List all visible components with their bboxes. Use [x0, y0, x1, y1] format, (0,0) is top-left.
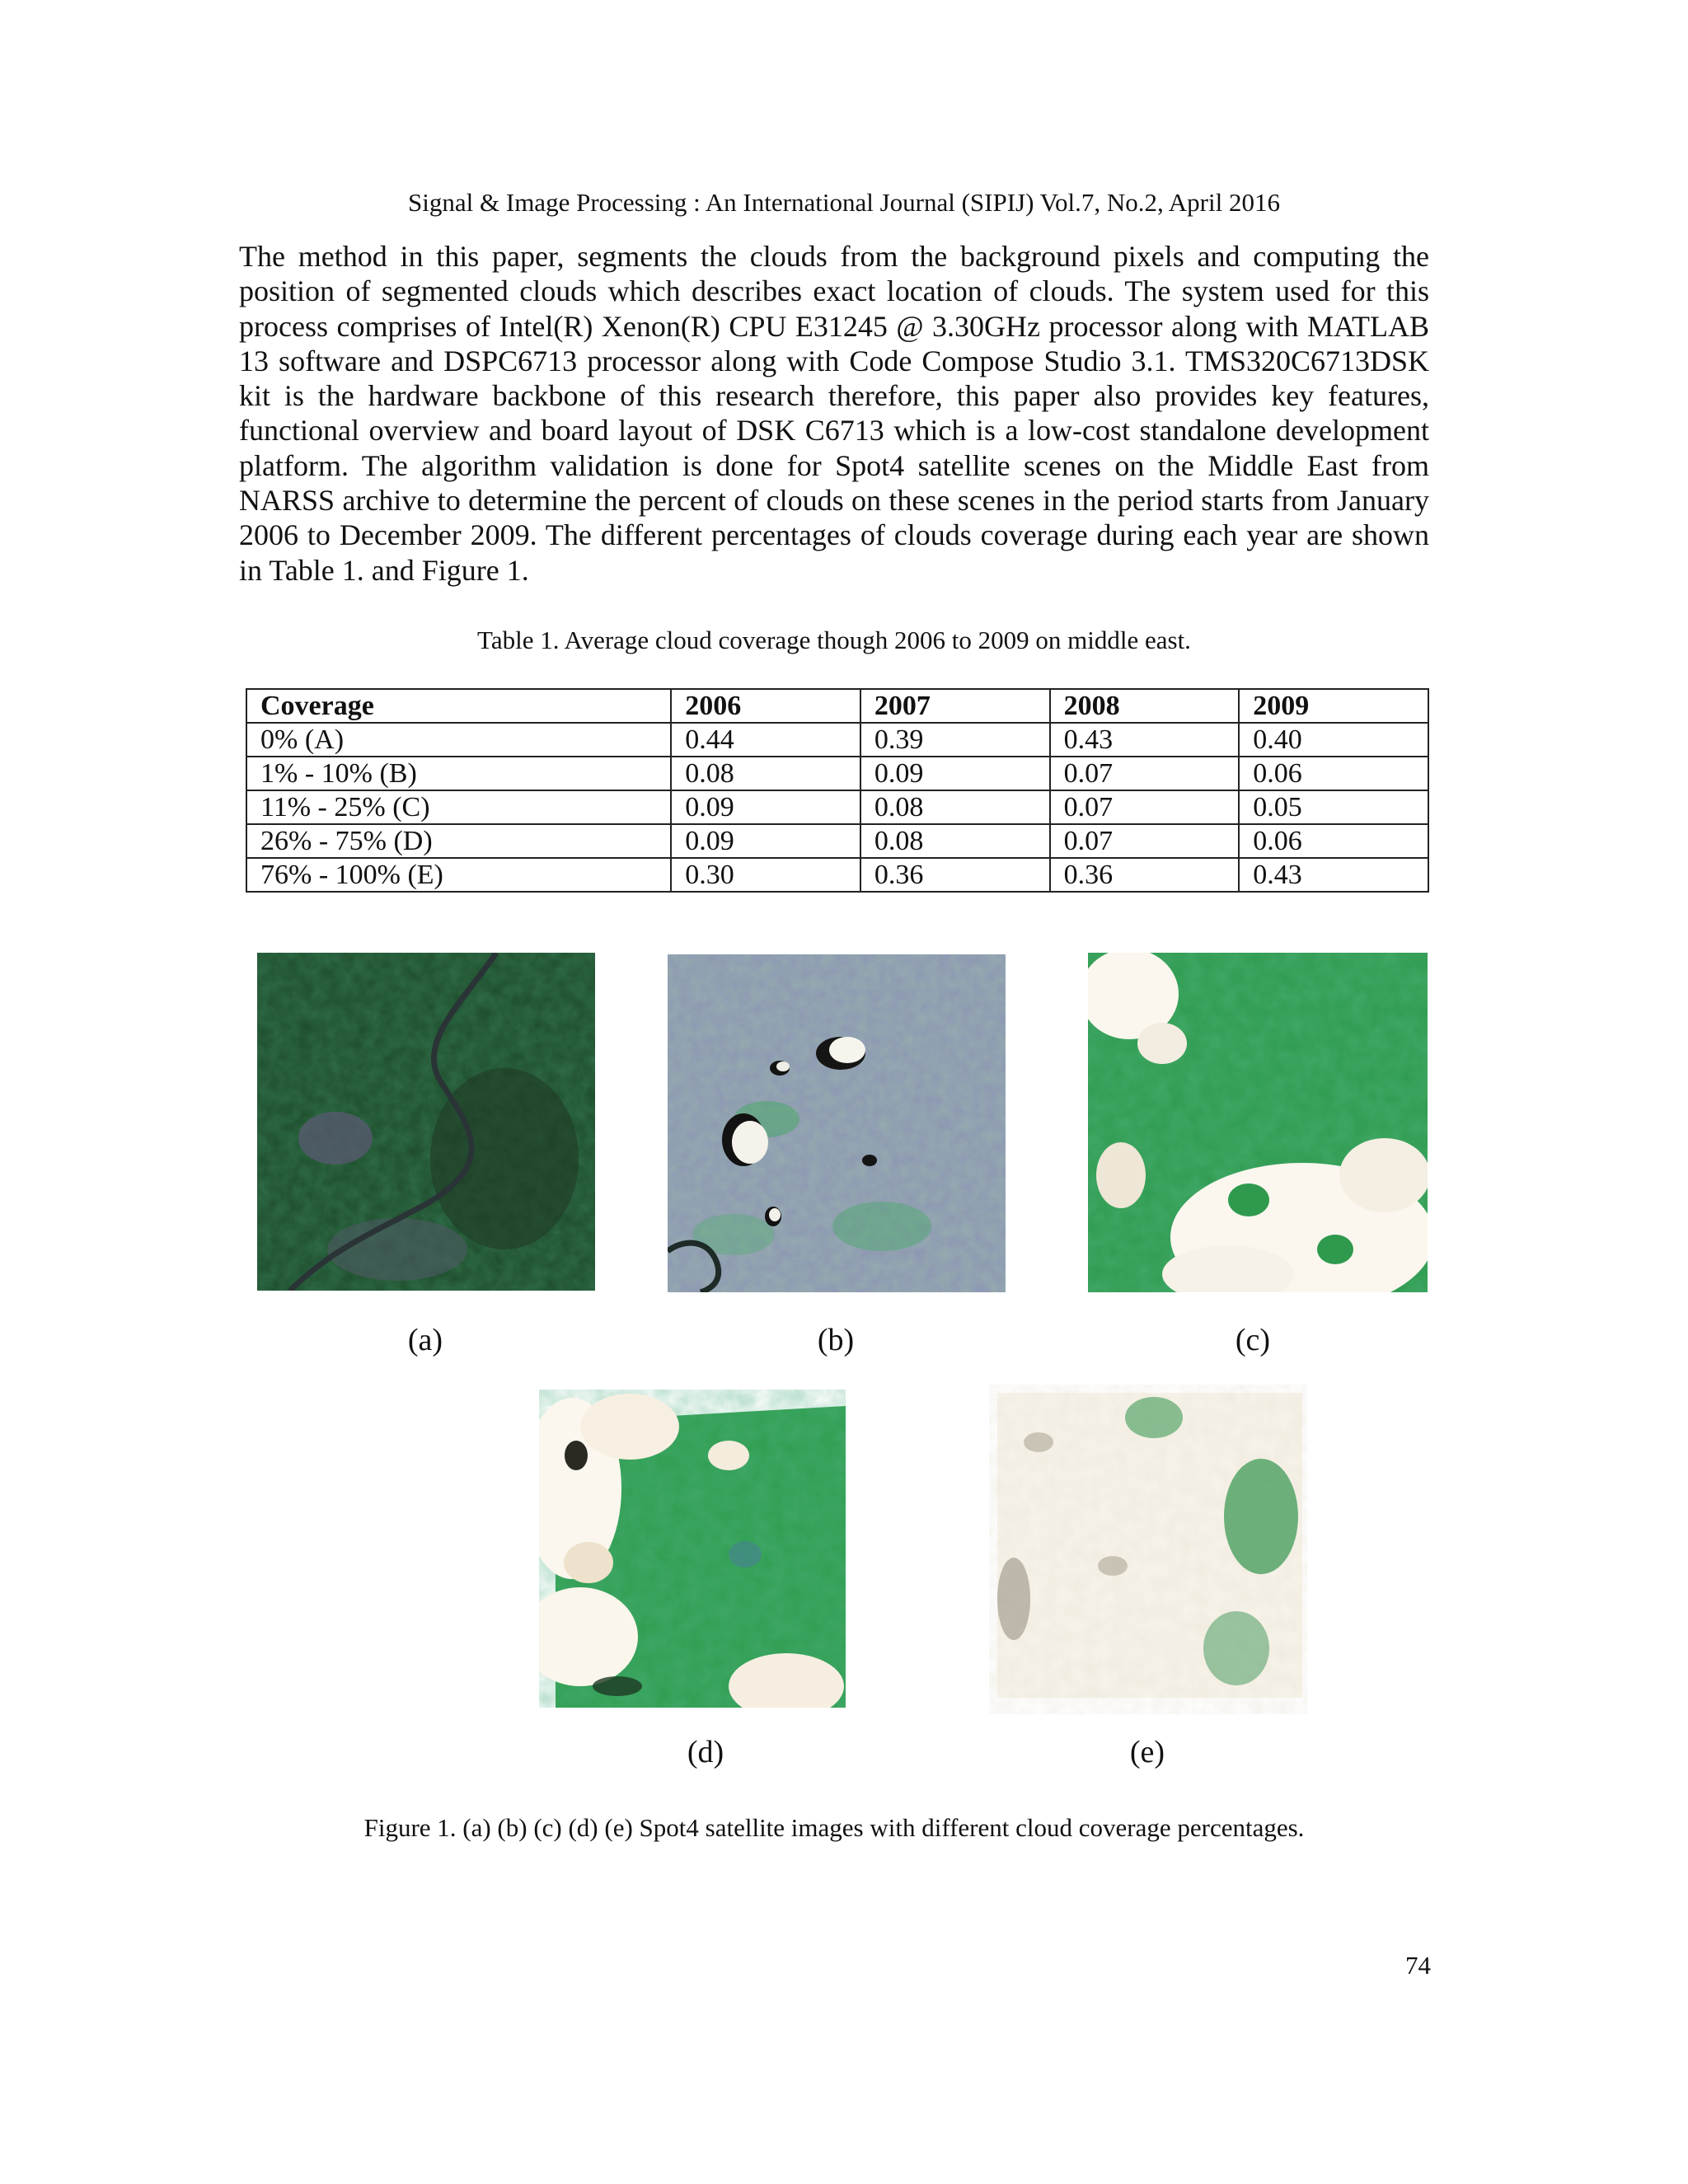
table-cell: 76% - 100% (E)	[246, 858, 671, 892]
table-cell: 0.06	[1239, 824, 1428, 858]
table-cell: 0.08	[671, 757, 860, 790]
table-header-row	[246, 689, 1428, 723]
table-cell: 0.07	[1050, 757, 1240, 790]
table-cell: 0.06	[1239, 757, 1428, 790]
cloud-coverage-table	[246, 688, 1429, 893]
satellite-image-e	[989, 1385, 1307, 1714]
table-cell: 0.08	[860, 824, 1050, 858]
table-cell: 0.36	[860, 858, 1050, 892]
header-cell-2006: 2006	[671, 689, 860, 723]
table-cell: 0.09	[671, 824, 860, 858]
table-cell: 0% (A)	[246, 723, 671, 757]
table-row	[246, 723, 1428, 757]
subfigure-label-b: (b)	[817, 1323, 855, 1357]
table-cell: 0.44	[671, 723, 860, 757]
table-cell: 0.09	[671, 790, 860, 824]
header-cell-2009: 2009	[1239, 689, 1428, 723]
subfigure-label-e: (e)	[1129, 1735, 1165, 1769]
table-cell: 0.05	[1239, 790, 1428, 824]
table-cell: 0.43	[1050, 723, 1240, 757]
table-cell: 0.30	[671, 858, 860, 892]
table-cell: 0.09	[860, 757, 1050, 790]
table-cell: 0.39	[860, 723, 1050, 757]
satellite-image-b	[668, 954, 1006, 1292]
header-cell-2008: 2008	[1050, 689, 1240, 723]
subfigure-label-a: (a)	[407, 1323, 443, 1357]
table-row	[246, 790, 1428, 824]
header-cell-2007: 2007	[860, 689, 1050, 723]
table-cell: 0.40	[1239, 723, 1428, 757]
subfigure-label-d: (d)	[687, 1735, 724, 1769]
table-row	[246, 757, 1428, 790]
table-cell: 0.07	[1050, 790, 1240, 824]
table-row	[246, 824, 1428, 858]
table-cell: 11% - 25% (C)	[246, 790, 671, 824]
satellite-image-a	[257, 953, 595, 1291]
page-number: 74	[1405, 1951, 1431, 1980]
table-cell: 26% - 75% (D)	[246, 824, 671, 858]
header-cell-coverage: Coverage	[246, 689, 671, 723]
running-header: Signal & Image Processing : An International Journal (SIPIJ) Vol.7, No.2, April 2016	[408, 188, 1280, 217]
table-cell: 0.07	[1050, 824, 1240, 858]
figure-caption: Figure 1. (a) (b) (c) (d) (e) Spot4 satellite images with different cloud coverage percentages.	[363, 1813, 1305, 1842]
table-cell: 0.43	[1239, 858, 1428, 892]
table-cell: 1% - 10% (B)	[246, 757, 671, 790]
satellite-image-c	[1088, 953, 1428, 1292]
table-caption: Table 1. Average cloud coverage though 2006 to 2009 on middle east.	[477, 626, 1191, 654]
table-row	[246, 858, 1428, 892]
table-cell: 0.36	[1050, 858, 1240, 892]
body-paragraph: The method in this paper, segments the clouds from the background pixels and computing the position of segmented clouds which describes exact location of clouds. The system used for this process comprises of Intel(R) Xenon(R) CPU E31245 @ 3.30GHz processor along with MATLAB 13 software and DSPC6713 processor along with Code Compose Studio 3.1. TMS320C6713DSK kit is the hardware backbone of this research therefore, this paper also provides key features, functional overview and board layout of DSK C6713 which is a low-cost standalone development platform. The algorithm validation is done for Spot4 satellite scenes on the Middle East from NARSS archive to determine the percent of clouds on these scenes in the period starts from January 2006 to December 2009. The different percentages of clouds coverage during each year are shown in Table 1. and Figure 1.	[239, 240, 1429, 587]
table-cell: 0.08	[860, 790, 1050, 824]
subfigure-label-c: (c)	[1235, 1323, 1271, 1357]
satellite-image-d	[539, 1390, 846, 1708]
